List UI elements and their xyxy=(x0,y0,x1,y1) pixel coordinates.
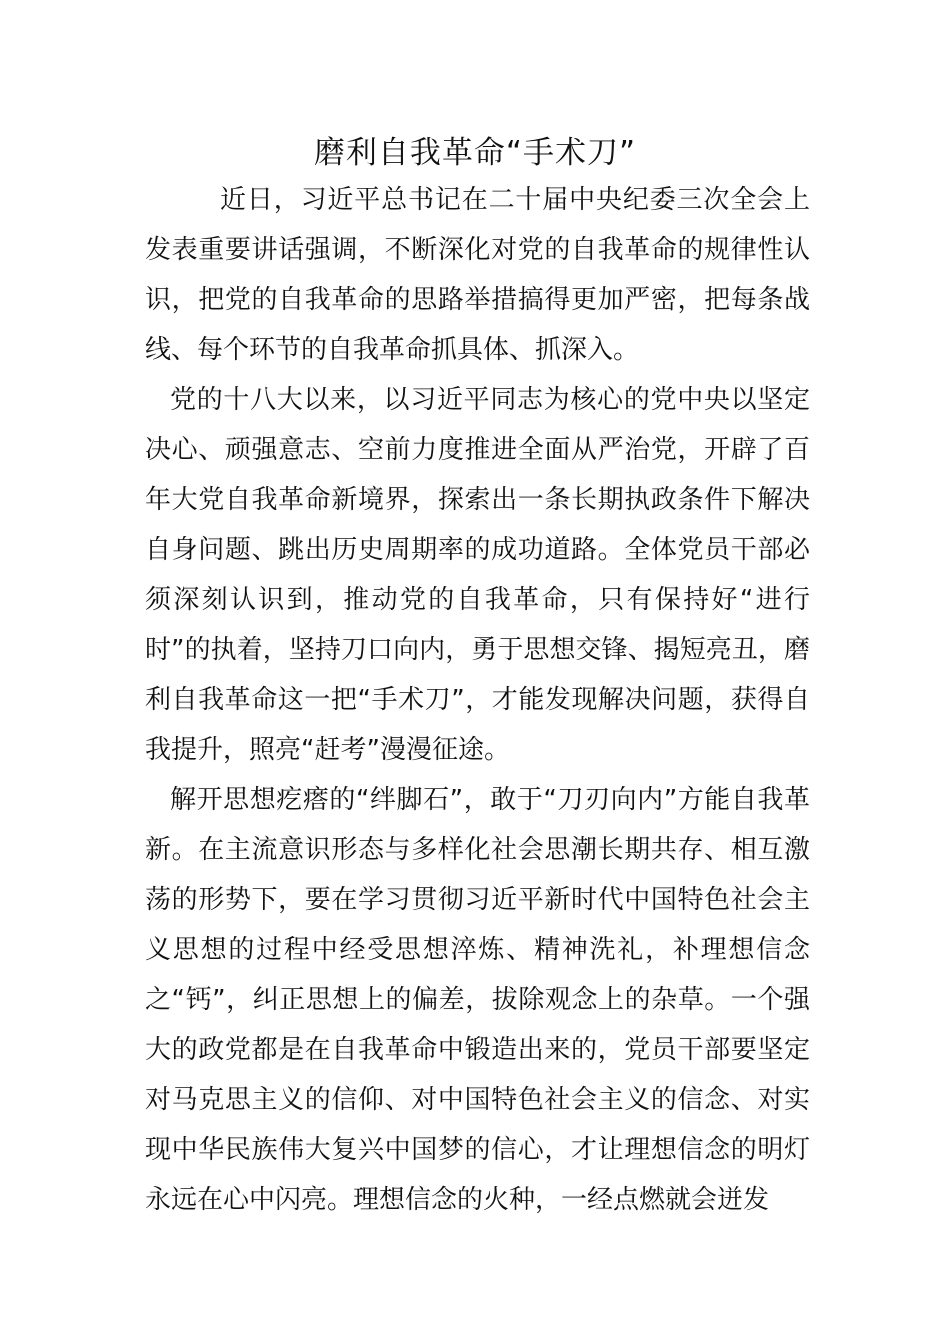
document-title: 磨利自我革命“手术刀” xyxy=(313,135,637,171)
paragraph-3: 解开思想疙瘩的“绊脚石”，敢于“刀刃向内”方能自我革新。在主流意识形态与多样化社会思潮长期共存、相互激荡的形势下，要在学习贯彻习近平新时代中国特色社会主义思想的过程中经受思想淬炼、精神洗礼，补理想信念之“钙”，纠正思想上的偏差，拔除观念上的杂草。一个强大的政党都是在自我革命中锻造出来的，党员干部要坚定对马克思主义的信仰、对中国特色社会主义的信念、对实现中华民族伟大复兴中国梦的信心，才让理想信念的明灯永远在心中闪亮。理想信念的火种，一经点燃就会迸发 xyxy=(145,785,810,1215)
paragraph-1: 近日，习近平总书记在二十届中央纪委三次全会上发表重要讲话强调，不断深化对党的自我革命的规律性认识，把党的自我革命的思路举措搞得更加严密，把每条战线、每个环节的自我革命抓具体、抓深入。 xyxy=(145,185,810,365)
paragraph-2: 党的十八大以来，以习近平同志为核心的党中央以坚定决心、顽强意志、空前力度推进全面从严治党，开辟了百年大党自我革命新境界，探索出一条长期执政条件下解决自身问题、跳出历史周期率的成功道路。全体党员干部必须深刻认识到，推动党的自我革命，只有保持好“进行时”的执着，坚持刀口向内，勇于思想交锋、揭短亮丑，磨利自我革命这一把“手术刀”，才能发现解决问题，获得自我提升，照亮“赶考”漫漫征途。 xyxy=(145,385,810,765)
document-body xyxy=(145,175,810,1225)
